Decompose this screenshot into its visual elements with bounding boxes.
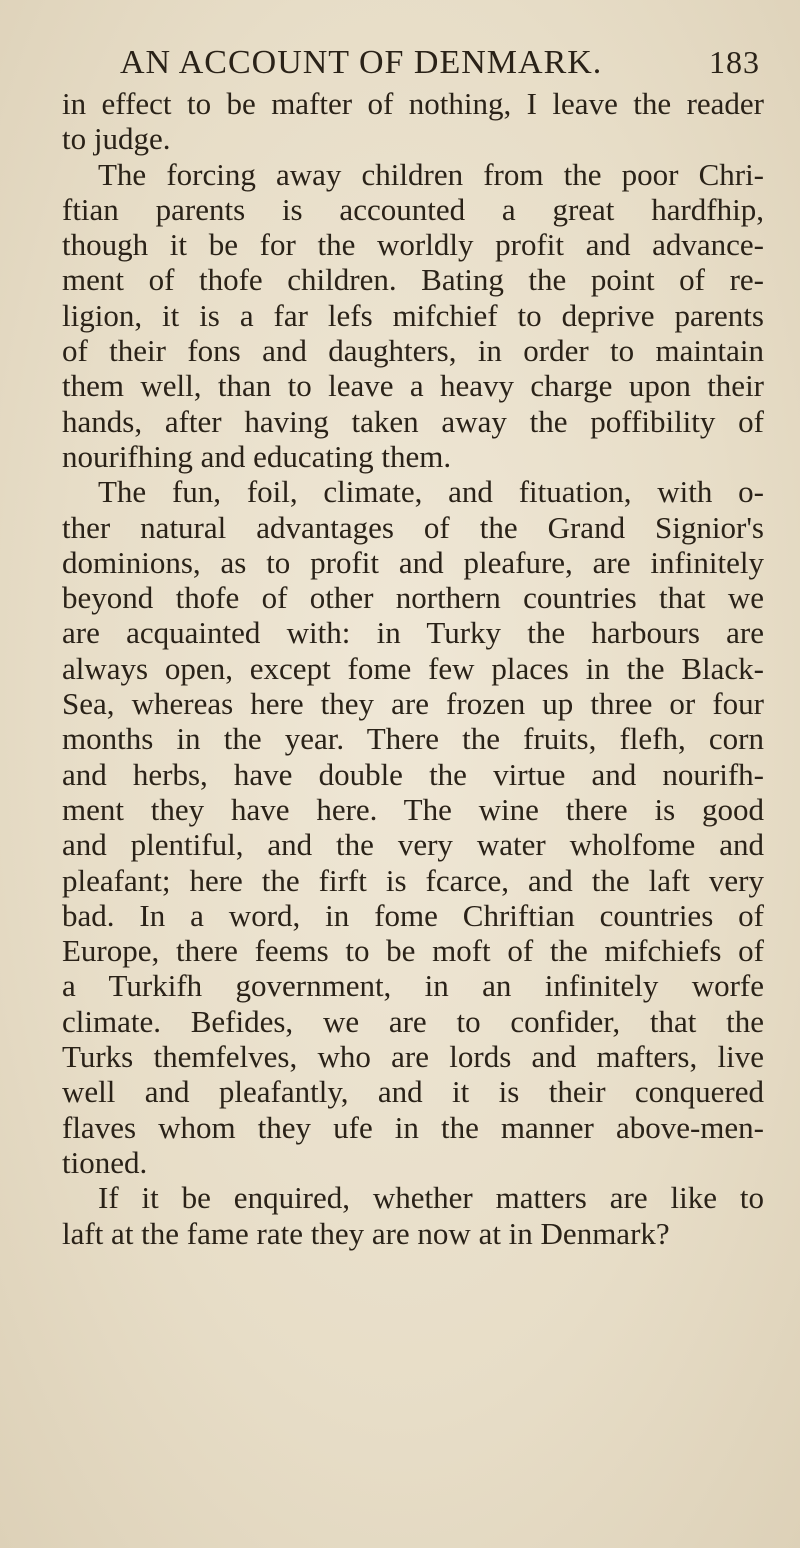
- text-line: bad. In a word, in fome Chriftian countries of: [62, 897, 764, 933]
- text-line: pleafant; here the firft is fcarce, and the laft very: [62, 862, 764, 898]
- body-text: [62, 86, 764, 1251]
- running-title: AN ACCOUNT OF DENMARK.: [120, 44, 603, 81]
- text-line: them well, than to leave a heavy charge upon their: [62, 368, 764, 404]
- text-line: hands, after having taken away the poffibility of: [62, 403, 764, 439]
- text-line: Turks themfelves, who are lords and mafters, live: [62, 1039, 764, 1075]
- text-line: well and pleafantly, and it is their conquered: [62, 1074, 764, 1110]
- text-line: of their fons and daughters, in order to maintain: [62, 333, 764, 369]
- text-line: and herbs, have double the virtue and nourifh-: [62, 756, 764, 792]
- page-number: 183: [709, 44, 760, 80]
- text-line: ment they have here. The wine there is good: [62, 791, 764, 827]
- text-line: nourifhing and educating them.: [62, 438, 452, 474]
- text-line: ther natural advantages of the Grand Signior's: [62, 509, 764, 545]
- running-head: [120, 44, 760, 92]
- text-line: in effect to be mafter of nothing, I leave the reader: [62, 86, 764, 121]
- text-line: If it be enquired, whether matters are like to: [98, 1180, 764, 1216]
- text-line: tioned.: [62, 1144, 148, 1180]
- text-line: ligion, it is a far lefs mifchief to deprive parents: [62, 297, 764, 333]
- text-line: The forcing away children from the poor Chri-: [98, 156, 764, 192]
- text-line: Sea, whereas here they are frozen up three or four: [62, 686, 764, 722]
- text-line: months in the year. There the fruits, flefh, corn: [62, 721, 764, 757]
- text-line: flaves whom they ufe in the manner above-men-: [62, 1109, 764, 1145]
- text-line: The fun, foil, climate, and fituation, with o-: [98, 474, 764, 510]
- text-line: are acquainted with: in Turky the harbours are: [62, 615, 764, 651]
- text-line: though it be for the worldly profit and advance-: [62, 227, 764, 263]
- text-line: to judge.: [62, 121, 171, 157]
- text-line: always open, except fome few places in the Black-: [62, 650, 764, 686]
- text-line: Europe, there feems to be moft of the mifchiefs of: [62, 933, 764, 969]
- text-line: ftian parents is accounted a great hardfhip,: [62, 191, 764, 227]
- text-line: and plentiful, and the very water wholfome and: [62, 827, 764, 863]
- text-line: a Turkifh government, in an infinitely worfe: [62, 968, 764, 1004]
- text-line: laft at the fame rate they are now at in Denmark?: [62, 1215, 670, 1251]
- text-line: beyond thofe of other northern countries that we: [62, 580, 764, 616]
- text-line: dominions, as to profit and pleafure, are infinitely: [62, 544, 764, 580]
- text-line: ment of thofe children. Bating the point of re-: [62, 262, 764, 298]
- text-line: climate. Befides, we are to confider, that the: [62, 1003, 764, 1039]
